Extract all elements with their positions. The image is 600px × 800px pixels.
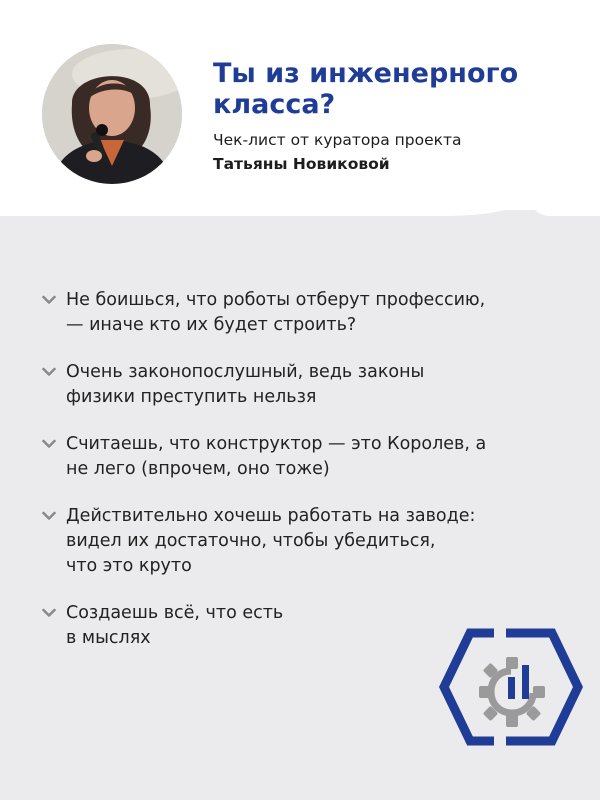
title-line: Ты из инженерного xyxy=(213,58,519,89)
checklist-item-text: Создаешь всё, что есть xyxy=(66,603,284,623)
checklist-item-text: в мыслях xyxy=(66,628,151,648)
checklist-item xyxy=(38,504,558,579)
gear-hexagon-logo xyxy=(436,625,586,750)
checklist-item-text: Очень законопослушный, ведь законы xyxy=(66,362,425,382)
speaker-photo xyxy=(42,44,182,184)
checklist-item xyxy=(38,360,558,410)
chevron-check-icon xyxy=(42,295,56,305)
chevron-check-icon xyxy=(42,367,56,377)
checklist-item-text: физики преступить нельзя xyxy=(66,387,317,407)
checklist-item-text: не лего (впрочем, оно тоже) xyxy=(66,459,330,479)
subtitle xyxy=(213,128,583,176)
subtitle-caption: Чек-лист от куратора проекта xyxy=(213,131,462,149)
page-title xyxy=(213,58,583,120)
checklist-item-text: Считаешь, что конструктор — это Королев, а xyxy=(66,434,487,454)
title-line: класса? xyxy=(213,89,336,120)
checklist xyxy=(38,288,558,673)
curator-name: Татьяны Новиковой xyxy=(213,155,390,173)
checklist-item xyxy=(38,288,558,338)
checklist-item-text: Действительно хочешь работать на заводе: xyxy=(66,506,476,526)
checklist-item-text: Не боишься, что роботы отберут профессию, xyxy=(66,290,486,310)
checklist-item-text: что это круто xyxy=(66,556,192,576)
checklist-item xyxy=(38,432,558,482)
chevron-check-icon xyxy=(42,439,56,449)
checklist-item-text: — иначе кто их будет строить? xyxy=(66,315,357,335)
chevron-check-icon xyxy=(42,511,56,521)
checklist-item-text: видел их достаточно, чтобы убедиться, xyxy=(66,531,436,551)
chevron-check-icon xyxy=(42,608,56,618)
header xyxy=(0,0,600,230)
